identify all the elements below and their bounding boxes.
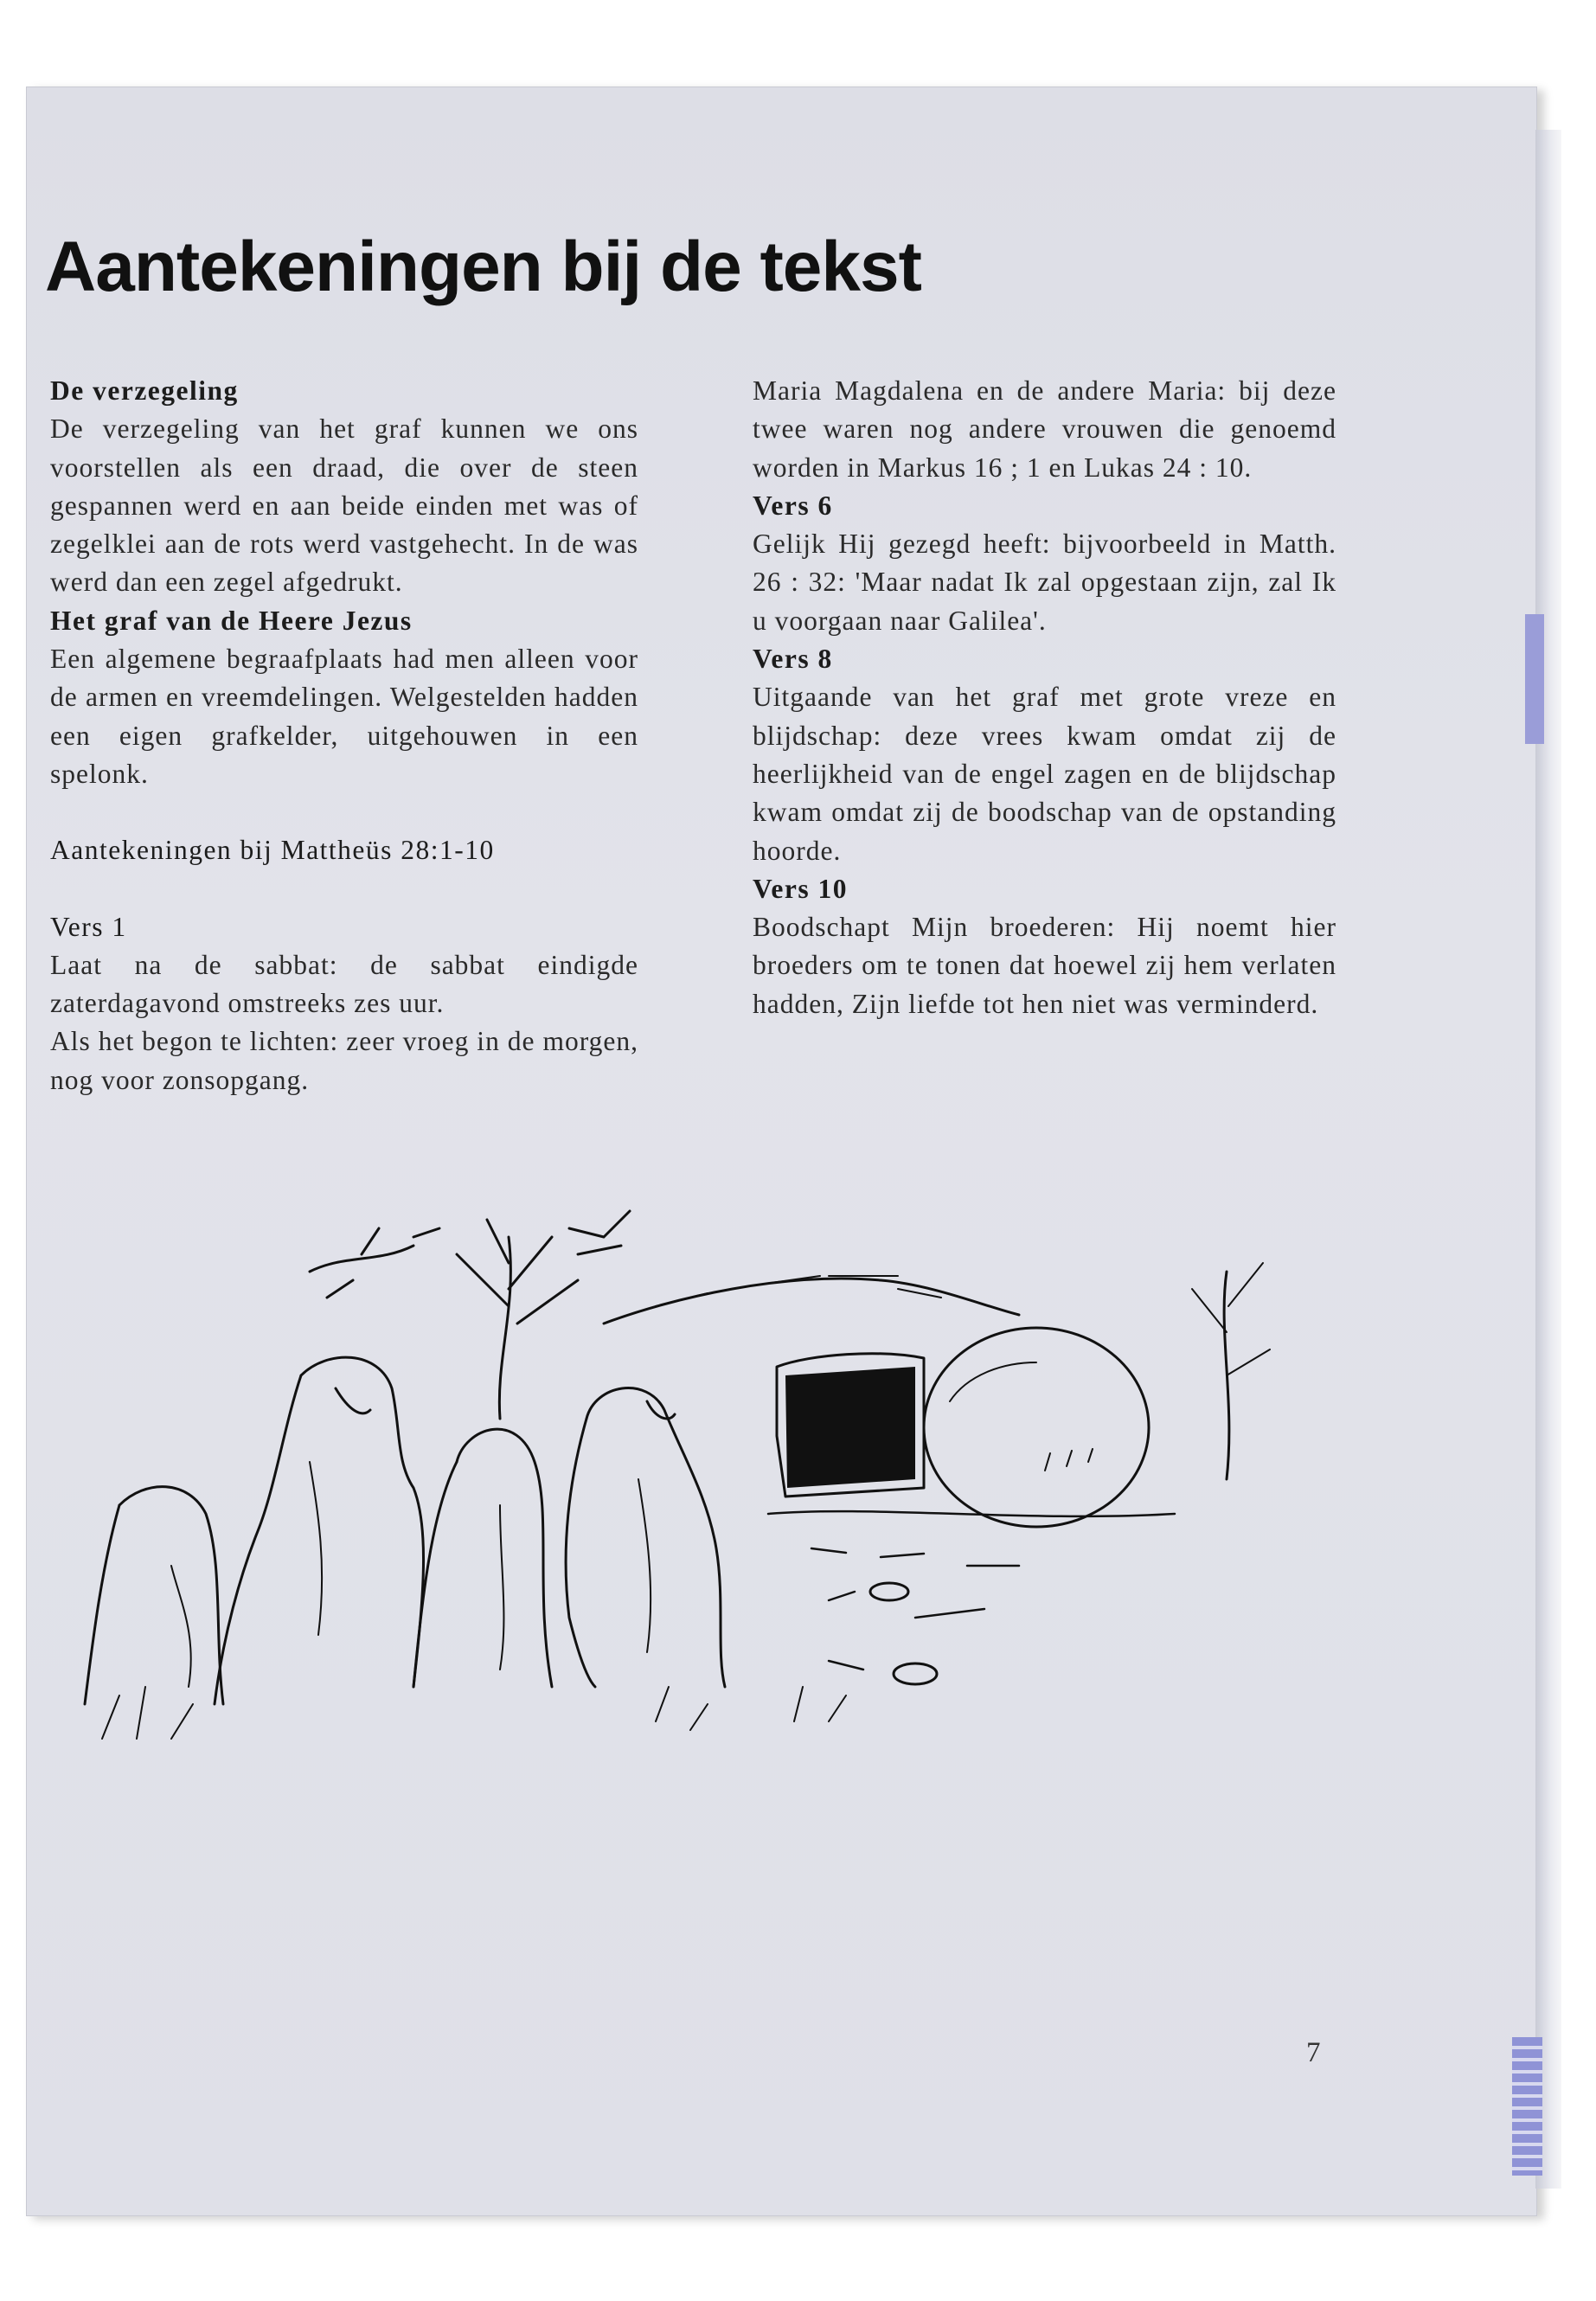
- text-vers-10: Boodschapt Mijn broederen: Hij noemt hier broeders om te tonen dat hoewel zij hem verlaten hadden, Zijn liefde tot hen niet was verminderd.: [753, 912, 1336, 1019]
- rock-outline: [604, 1279, 1019, 1324]
- text-vers-1-a: Laat na de sabbat: de sabbat eindigde zaterdagavond omstreeks zes uur.: [50, 949, 638, 1019]
- text-verzegeling: De verzegeling van het graf kunnen we ons voorstellen als een draad, die over de steen gespannen werd en aan beide einden met was of zegelklei aan de rots werd vastgehecht. In de was werd dan een zegel afgedrukt.: [50, 413, 638, 598]
- page-edge: [1535, 130, 1561, 2189]
- heading-vers-8: Vers 8: [753, 644, 833, 675]
- empty-tomb-illustration: [50, 1202, 1339, 1765]
- text-vers-1-b: Als het begon te lichten: zeer vroeg in de morgen, nog voor zonsopgang.: [50, 1026, 638, 1095]
- tree-left: [310, 1211, 630, 1419]
- women-figures: [85, 1357, 725, 1704]
- side-tab: [1525, 614, 1544, 744]
- heading-vers-10: Vers 10: [753, 873, 848, 904]
- page-number: 7: [1306, 2037, 1321, 2068]
- left-column: [50, 372, 638, 1099]
- rolled-stone: [924, 1328, 1149, 1527]
- right-column: [753, 372, 1336, 1023]
- text-vers-6: Gelijk Hij gezegd heeft: bijvoorbeeld in Matth. 26 : 32: 'Maar nadat Ik zal opgestaan zijn, zal Ik u voorgaan naar Galilea'.: [753, 529, 1336, 636]
- heading-mattheus: Aantekeningen bij Mattheüs 28:1-10: [50, 835, 495, 866]
- page-title: Aantekeningen bij de tekst: [45, 228, 921, 306]
- heading-vers-1: Vers 1: [50, 911, 127, 942]
- text-vers-8: Uitgaande van het graf met grote vreze en blijdschap: deze vrees kwam omdat zij de heerlijkheid van de engel zagen en de blijdschap kwam omdat zij de boodschap van de opstanding hoorde.: [753, 682, 1336, 866]
- heading-verzegeling: De verzegeling: [50, 375, 239, 406]
- text-graf: Een algemene begraafplaats had men alleen voor de armen en vreemdelingen. Welgestelden hadden een eigen grafkelder, uitgehouwen in een spelonk.: [50, 644, 638, 789]
- side-tab-bottom: [1512, 2037, 1542, 2176]
- heading-graf: Het graf van de Heere Jezus: [50, 605, 413, 636]
- text-maria: Maria Magdalena en de andere Maria: bij deze twee waren nog andere vrouwen die genoemd worden in Markus 16 ; 1 en Lukas 24 : 10.: [753, 375, 1336, 483]
- heading-vers-6: Vers 6: [753, 490, 833, 521]
